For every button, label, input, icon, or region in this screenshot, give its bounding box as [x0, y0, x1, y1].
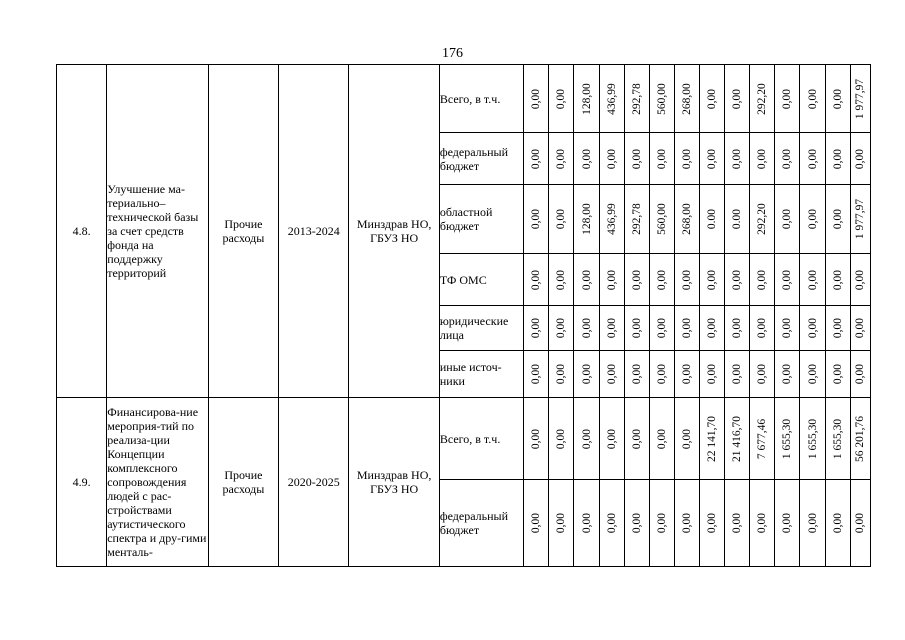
value-text: 0,00 — [806, 208, 819, 230]
value-cell — [775, 398, 800, 480]
funding-source: юридические лица — [439, 306, 523, 351]
funding-source: иные источ-ники — [439, 351, 523, 398]
value-cell — [800, 351, 825, 398]
value-text: 0,00 — [630, 269, 643, 290]
value-cell — [775, 65, 800, 133]
value-cell — [549, 398, 574, 480]
value-text: 0,00 — [781, 208, 794, 230]
value-text: 0,00 — [706, 317, 719, 339]
value-cell — [800, 480, 825, 567]
value-text: 1 655,30 — [806, 418, 819, 459]
value-text: 0,00 — [580, 269, 593, 290]
value-text: 0,00 — [831, 363, 844, 385]
value-cell — [674, 185, 699, 254]
value-cell — [700, 185, 725, 254]
value-cell — [624, 306, 649, 351]
value-cell — [775, 306, 800, 351]
value-cell — [750, 185, 775, 254]
value-text: 0,00 — [580, 148, 593, 169]
value-text: 0,00 — [580, 512, 593, 534]
value-text: 292,78 — [630, 203, 643, 235]
value-cell — [700, 133, 725, 185]
value-text: 292,78 — [630, 82, 643, 115]
value-text: 0,00 — [605, 269, 618, 290]
value-cell — [725, 306, 750, 351]
row-number: 4.8. — [57, 65, 107, 398]
value-cell — [649, 480, 674, 567]
value-text: 0,00 — [555, 512, 568, 534]
executor: Минздрав НО, ГБУЗ НО — [349, 65, 439, 398]
value-cell — [524, 306, 549, 351]
value-cell — [850, 133, 870, 185]
value-cell — [674, 65, 699, 133]
value-cell — [850, 480, 870, 567]
value-text: 0,00 — [680, 363, 693, 385]
value-text: 0,00 — [831, 148, 844, 169]
value-cell — [725, 254, 750, 306]
value-text: 0,00 — [854, 363, 867, 385]
value-cell — [750, 133, 775, 185]
value-text: 0,00 — [831, 269, 844, 290]
value-text: 0,00 — [781, 317, 794, 339]
value-cell — [599, 480, 624, 567]
funding-source: ТФ ОМС — [439, 254, 523, 306]
value-text: 0,00 — [680, 512, 693, 534]
expense-type: Прочие расходы — [208, 398, 278, 567]
value-text: 0,00 — [555, 428, 568, 449]
value-text: 0,00 — [680, 317, 693, 339]
value-text: 56 201,76 — [854, 415, 867, 462]
value-cell — [524, 254, 549, 306]
value-text: 0,00 — [655, 317, 668, 339]
value-text: 292,20 — [756, 203, 769, 235]
value-cell — [750, 398, 775, 480]
value-text: 268,00 — [680, 203, 693, 235]
value-text: 0,00 — [555, 88, 568, 109]
value-text: 0,00 — [530, 363, 543, 385]
value-cell — [624, 480, 649, 567]
value-text: 0,00 — [605, 512, 618, 534]
value-text: 0,00 — [781, 512, 794, 534]
value-cell — [649, 133, 674, 185]
value-cell — [725, 480, 750, 567]
value-cell — [800, 306, 825, 351]
value-cell — [750, 306, 775, 351]
value-cell — [524, 133, 549, 185]
value-text: 0,00 — [731, 88, 744, 109]
value-cell — [725, 65, 750, 133]
value-cell — [674, 398, 699, 480]
value-text: 0,00 — [731, 317, 744, 339]
value-cell — [725, 185, 750, 254]
value-cell — [574, 351, 599, 398]
value-cell — [599, 306, 624, 351]
value-cell — [599, 65, 624, 133]
value-text: 0,00 — [756, 148, 769, 169]
value-text: 0,00 — [806, 148, 819, 169]
value-cell — [624, 185, 649, 254]
value-cell — [574, 133, 599, 185]
value-text: 0,00 — [756, 317, 769, 339]
measure-name: Улучшение ма-териально–технической базы за счет средств фонда на поддержку территорий — [107, 65, 208, 398]
value-cell — [825, 306, 850, 351]
value-cell — [750, 254, 775, 306]
table-row — [57, 65, 871, 133]
value-cell — [549, 480, 574, 567]
value-cell — [850, 185, 870, 254]
value-cell — [700, 254, 725, 306]
value-cell — [850, 306, 870, 351]
value-cell — [825, 480, 850, 567]
value-text: 0,00 — [781, 148, 794, 169]
value-cell — [624, 398, 649, 480]
value-cell — [599, 351, 624, 398]
value-text: 0,00 — [580, 428, 593, 449]
value-text: 436,99 — [605, 82, 618, 115]
value-text: 0,00 — [831, 88, 844, 109]
table-row — [57, 398, 871, 480]
value-cell — [599, 254, 624, 306]
expense-type: Прочие расходы — [208, 65, 278, 398]
value-cell — [524, 351, 549, 398]
value-cell — [800, 133, 825, 185]
value-cell — [775, 133, 800, 185]
value-cell — [624, 133, 649, 185]
value-cell — [574, 185, 599, 254]
value-cell — [800, 254, 825, 306]
value-cell — [775, 351, 800, 398]
value-text: 0,00 — [655, 428, 668, 449]
value-text: 1 977,97 — [854, 78, 867, 119]
value-text: 0,00 — [731, 148, 744, 169]
value-text: 268,00 — [680, 82, 693, 115]
value-cell — [674, 254, 699, 306]
value-cell — [800, 185, 825, 254]
table-body — [57, 65, 871, 567]
value-text: 0,00 — [555, 148, 568, 169]
value-text: 560,00 — [655, 82, 668, 115]
value-cell — [700, 65, 725, 133]
value-cell — [674, 480, 699, 567]
value-text: 0,00 — [655, 363, 668, 385]
value-cell — [775, 480, 800, 567]
value-text: 128,00 — [580, 82, 593, 115]
value-cell — [649, 398, 674, 480]
value-cell — [700, 306, 725, 351]
value-text: 0,00 — [530, 317, 543, 339]
page-number: 176 — [442, 46, 463, 61]
value-text: 0,00 — [806, 88, 819, 109]
funding-source: Всего, в т.ч. — [439, 398, 523, 480]
value-text: 21 416,70 — [731, 415, 744, 462]
period: 2020-2025 — [279, 398, 349, 567]
value-text: 0,00 — [655, 148, 668, 169]
value-text: 1 655,30 — [781, 418, 794, 459]
measure-name: Финансирова-ние мероприя-тий по реализа-ции Концепции комплексного сопровождения людей с рас-стройствами аутистического спектра и дру-гими менталь- — [107, 398, 208, 567]
value-text: 0,00 — [680, 148, 693, 169]
value-text: 0,00 — [630, 317, 643, 339]
value-text: 0,00 — [806, 317, 819, 339]
value-cell — [750, 351, 775, 398]
value-text: 0,00 — [680, 428, 693, 449]
value-text: 0,00 — [655, 512, 668, 534]
value-text: 0,00 — [530, 88, 543, 109]
value-text: 0,00 — [854, 148, 867, 169]
value-text: 128,00 — [580, 203, 593, 235]
value-text: 0,00 — [680, 269, 693, 290]
value-text: 0.00 — [731, 208, 744, 230]
value-text: 0,00 — [605, 317, 618, 339]
value-text: 0,00 — [706, 88, 719, 109]
value-text: 0,00 — [781, 269, 794, 290]
value-cell — [674, 133, 699, 185]
value-text: 0,00 — [756, 512, 769, 534]
funding-source: федеральный бюджет — [439, 480, 523, 567]
executor: Минздрав НО, ГБУЗ НО — [349, 398, 439, 567]
funding-source: областной бюджет — [439, 185, 523, 254]
value-cell — [574, 398, 599, 480]
value-cell — [649, 254, 674, 306]
value-cell — [599, 398, 624, 480]
value-cell — [524, 398, 549, 480]
value-text: 0,00 — [530, 428, 543, 449]
value-text: 0,00 — [706, 363, 719, 385]
value-text: 0,00 — [831, 512, 844, 534]
value-text: 0,00 — [781, 88, 794, 109]
value-text: 0,00 — [530, 269, 543, 290]
value-cell — [574, 254, 599, 306]
value-cell — [549, 185, 574, 254]
value-text: 0,00 — [530, 208, 543, 230]
value-text: 0,00 — [630, 148, 643, 169]
value-text: 0,00 — [630, 428, 643, 449]
value-cell — [624, 65, 649, 133]
value-cell — [574, 65, 599, 133]
value-text: 0,00 — [854, 512, 867, 534]
value-cell — [524, 185, 549, 254]
value-text: 0,00 — [806, 363, 819, 385]
value-text: 0,00 — [555, 269, 568, 290]
value-cell — [549, 254, 574, 306]
value-text: 560,00 — [655, 203, 668, 235]
value-text: 0,00 — [580, 317, 593, 339]
value-text: 0,00 — [731, 512, 744, 534]
value-cell — [775, 185, 800, 254]
value-cell — [700, 351, 725, 398]
value-text: 1 977,97 — [854, 198, 867, 240]
value-text: 22 141,70 — [706, 415, 719, 462]
value-cell — [549, 133, 574, 185]
value-text: 0,00 — [555, 363, 568, 385]
value-text: 0,00 — [854, 317, 867, 339]
value-cell — [850, 351, 870, 398]
value-text: 0,00 — [706, 148, 719, 169]
value-cell — [524, 65, 549, 133]
value-cell — [825, 133, 850, 185]
value-text: 7 677,46 — [756, 418, 769, 459]
value-text: 0,00 — [806, 269, 819, 290]
value-text: 0,00 — [706, 269, 719, 290]
funding-source: Всего, в т.ч. — [439, 65, 523, 133]
value-cell — [599, 185, 624, 254]
value-text: 0,00 — [756, 363, 769, 385]
value-cell — [725, 398, 750, 480]
value-cell — [649, 185, 674, 254]
value-text: 0,00 — [756, 269, 769, 290]
value-text: 0,00 — [605, 148, 618, 169]
value-text: 0,00 — [831, 317, 844, 339]
value-text: 0,00 — [781, 363, 794, 385]
value-cell — [624, 254, 649, 306]
value-cell — [825, 351, 850, 398]
value-cell — [850, 398, 870, 480]
value-cell — [700, 398, 725, 480]
value-text: 0,00 — [831, 208, 844, 230]
value-cell — [775, 254, 800, 306]
period: 2013-2024 — [279, 65, 349, 398]
value-text: 0,00 — [605, 363, 618, 385]
value-cell — [700, 480, 725, 567]
value-text: 0,00 — [655, 269, 668, 290]
value-text: 0,00 — [530, 512, 543, 534]
value-text: 1 655,30 — [831, 418, 844, 459]
value-cell — [725, 133, 750, 185]
value-cell — [800, 65, 825, 133]
value-cell — [624, 351, 649, 398]
value-text: 0,00 — [580, 363, 593, 385]
value-text: 0,00 — [806, 512, 819, 534]
value-text: 0,00 — [555, 317, 568, 339]
value-cell — [850, 254, 870, 306]
value-cell — [825, 254, 850, 306]
row-number: 4.9. — [57, 398, 107, 567]
value-cell — [599, 133, 624, 185]
value-text: 0,00 — [706, 512, 719, 534]
value-text: 0,00 — [555, 208, 568, 230]
value-cell — [649, 306, 674, 351]
value-cell — [524, 480, 549, 567]
value-text: 0,00 — [530, 148, 543, 169]
value-text: 0,00 — [854, 269, 867, 290]
value-cell — [549, 65, 574, 133]
value-cell — [549, 306, 574, 351]
value-text: 436,99 — [605, 203, 618, 235]
value-cell — [574, 480, 599, 567]
value-cell — [574, 306, 599, 351]
value-cell — [674, 351, 699, 398]
value-text: 0,00 — [605, 428, 618, 449]
value-text: 292,20 — [756, 82, 769, 115]
value-cell — [800, 398, 825, 480]
value-cell — [750, 480, 775, 567]
value-cell — [825, 65, 850, 133]
value-cell — [549, 351, 574, 398]
value-text: 0,00 — [731, 363, 744, 385]
value-cell — [674, 306, 699, 351]
value-text: 0,00 — [731, 269, 744, 290]
value-cell — [825, 185, 850, 254]
value-cell — [825, 398, 850, 480]
value-cell — [649, 65, 674, 133]
value-text: 0,00 — [630, 363, 643, 385]
value-text: 0.00 — [706, 208, 719, 230]
value-text: 0,00 — [630, 512, 643, 534]
funding-source: федеральный бюджет — [439, 133, 523, 185]
value-cell — [750, 65, 775, 133]
value-cell — [725, 351, 750, 398]
value-cell — [850, 65, 870, 133]
value-cell — [649, 351, 674, 398]
budget-table — [56, 64, 871, 567]
